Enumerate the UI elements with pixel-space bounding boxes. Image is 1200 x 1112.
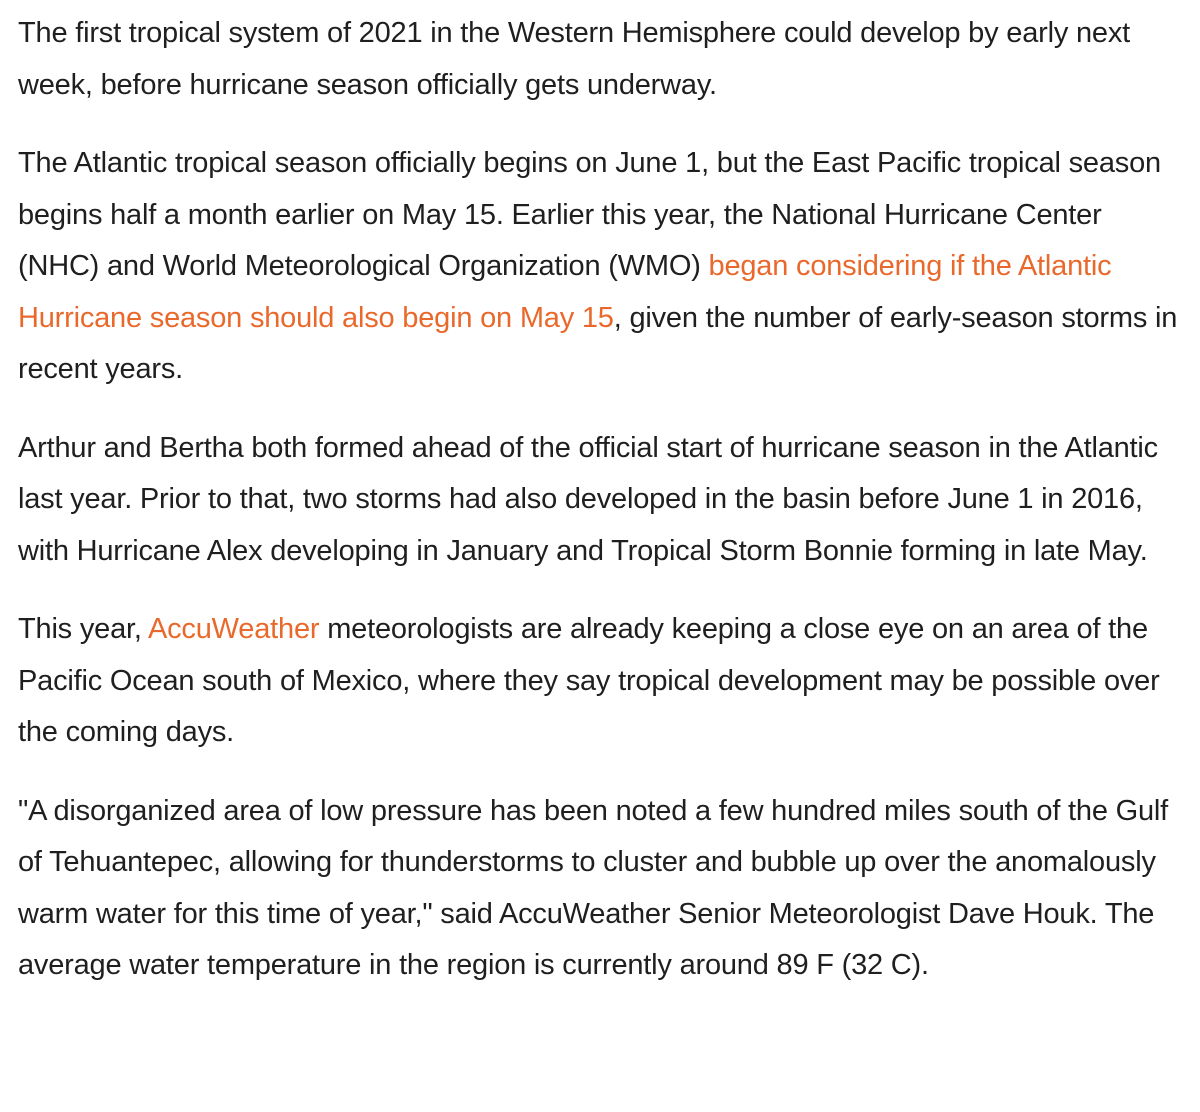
accuweather-link[interactable]: AccuWeather bbox=[147, 613, 320, 645]
paragraph-2 bbox=[18, 138, 1182, 396]
paragraph-3: Arthur and Bertha both formed ahead of the official start of hurricane season in the Atlantic last year. Prior to that, two storms had also developed in the basin before June 1 in 2016, with Hurricane Alex developing in January and Tropical Storm Bonnie forming in late May. bbox=[18, 431, 1158, 567]
paragraph-2-text-start: The Atlantic tropical season officially begins on June 1, but the East Pacific tropical season begins half a month earlier on May 15. Earlier this year, the National Hurricane Center (NHC) and World Meteorological Organization (WMO) bbox=[18, 147, 1161, 282]
paragraph-1: The first tropical system of 2021 in the Western Hemisphere could develop by early next week, before hurricane season officially gets underway. bbox=[18, 17, 1131, 101]
hurricane-season-link[interactable]: began considering if the Atlantic Hurricane season should also begin on May 15 bbox=[18, 250, 1112, 334]
paragraph-2-text-end: , given the number of early-season storms in recent years. bbox=[18, 301, 1178, 385]
paragraph-4 bbox=[18, 604, 1182, 759]
paragraph-4-text-end: meteorologists are already keeping a close eye on an area of the Pacific Ocean south of Mexico, where they say tropical development may be possible over the coming days. bbox=[18, 613, 1160, 748]
paragraph-5: "A disorganized area of low pressure has been noted a few hundred miles south of the Gulf of Tehuantepec, allowing for thunderstorms to cluster and bubble up over the anomalously warm water for this time of year," said AccuWeather Senior Meteorologist Dave Houk. The average water temperature in the region is currently around 89 F (32 C). bbox=[18, 794, 1168, 981]
paragraph-4-text-start: This year, bbox=[18, 613, 148, 645]
